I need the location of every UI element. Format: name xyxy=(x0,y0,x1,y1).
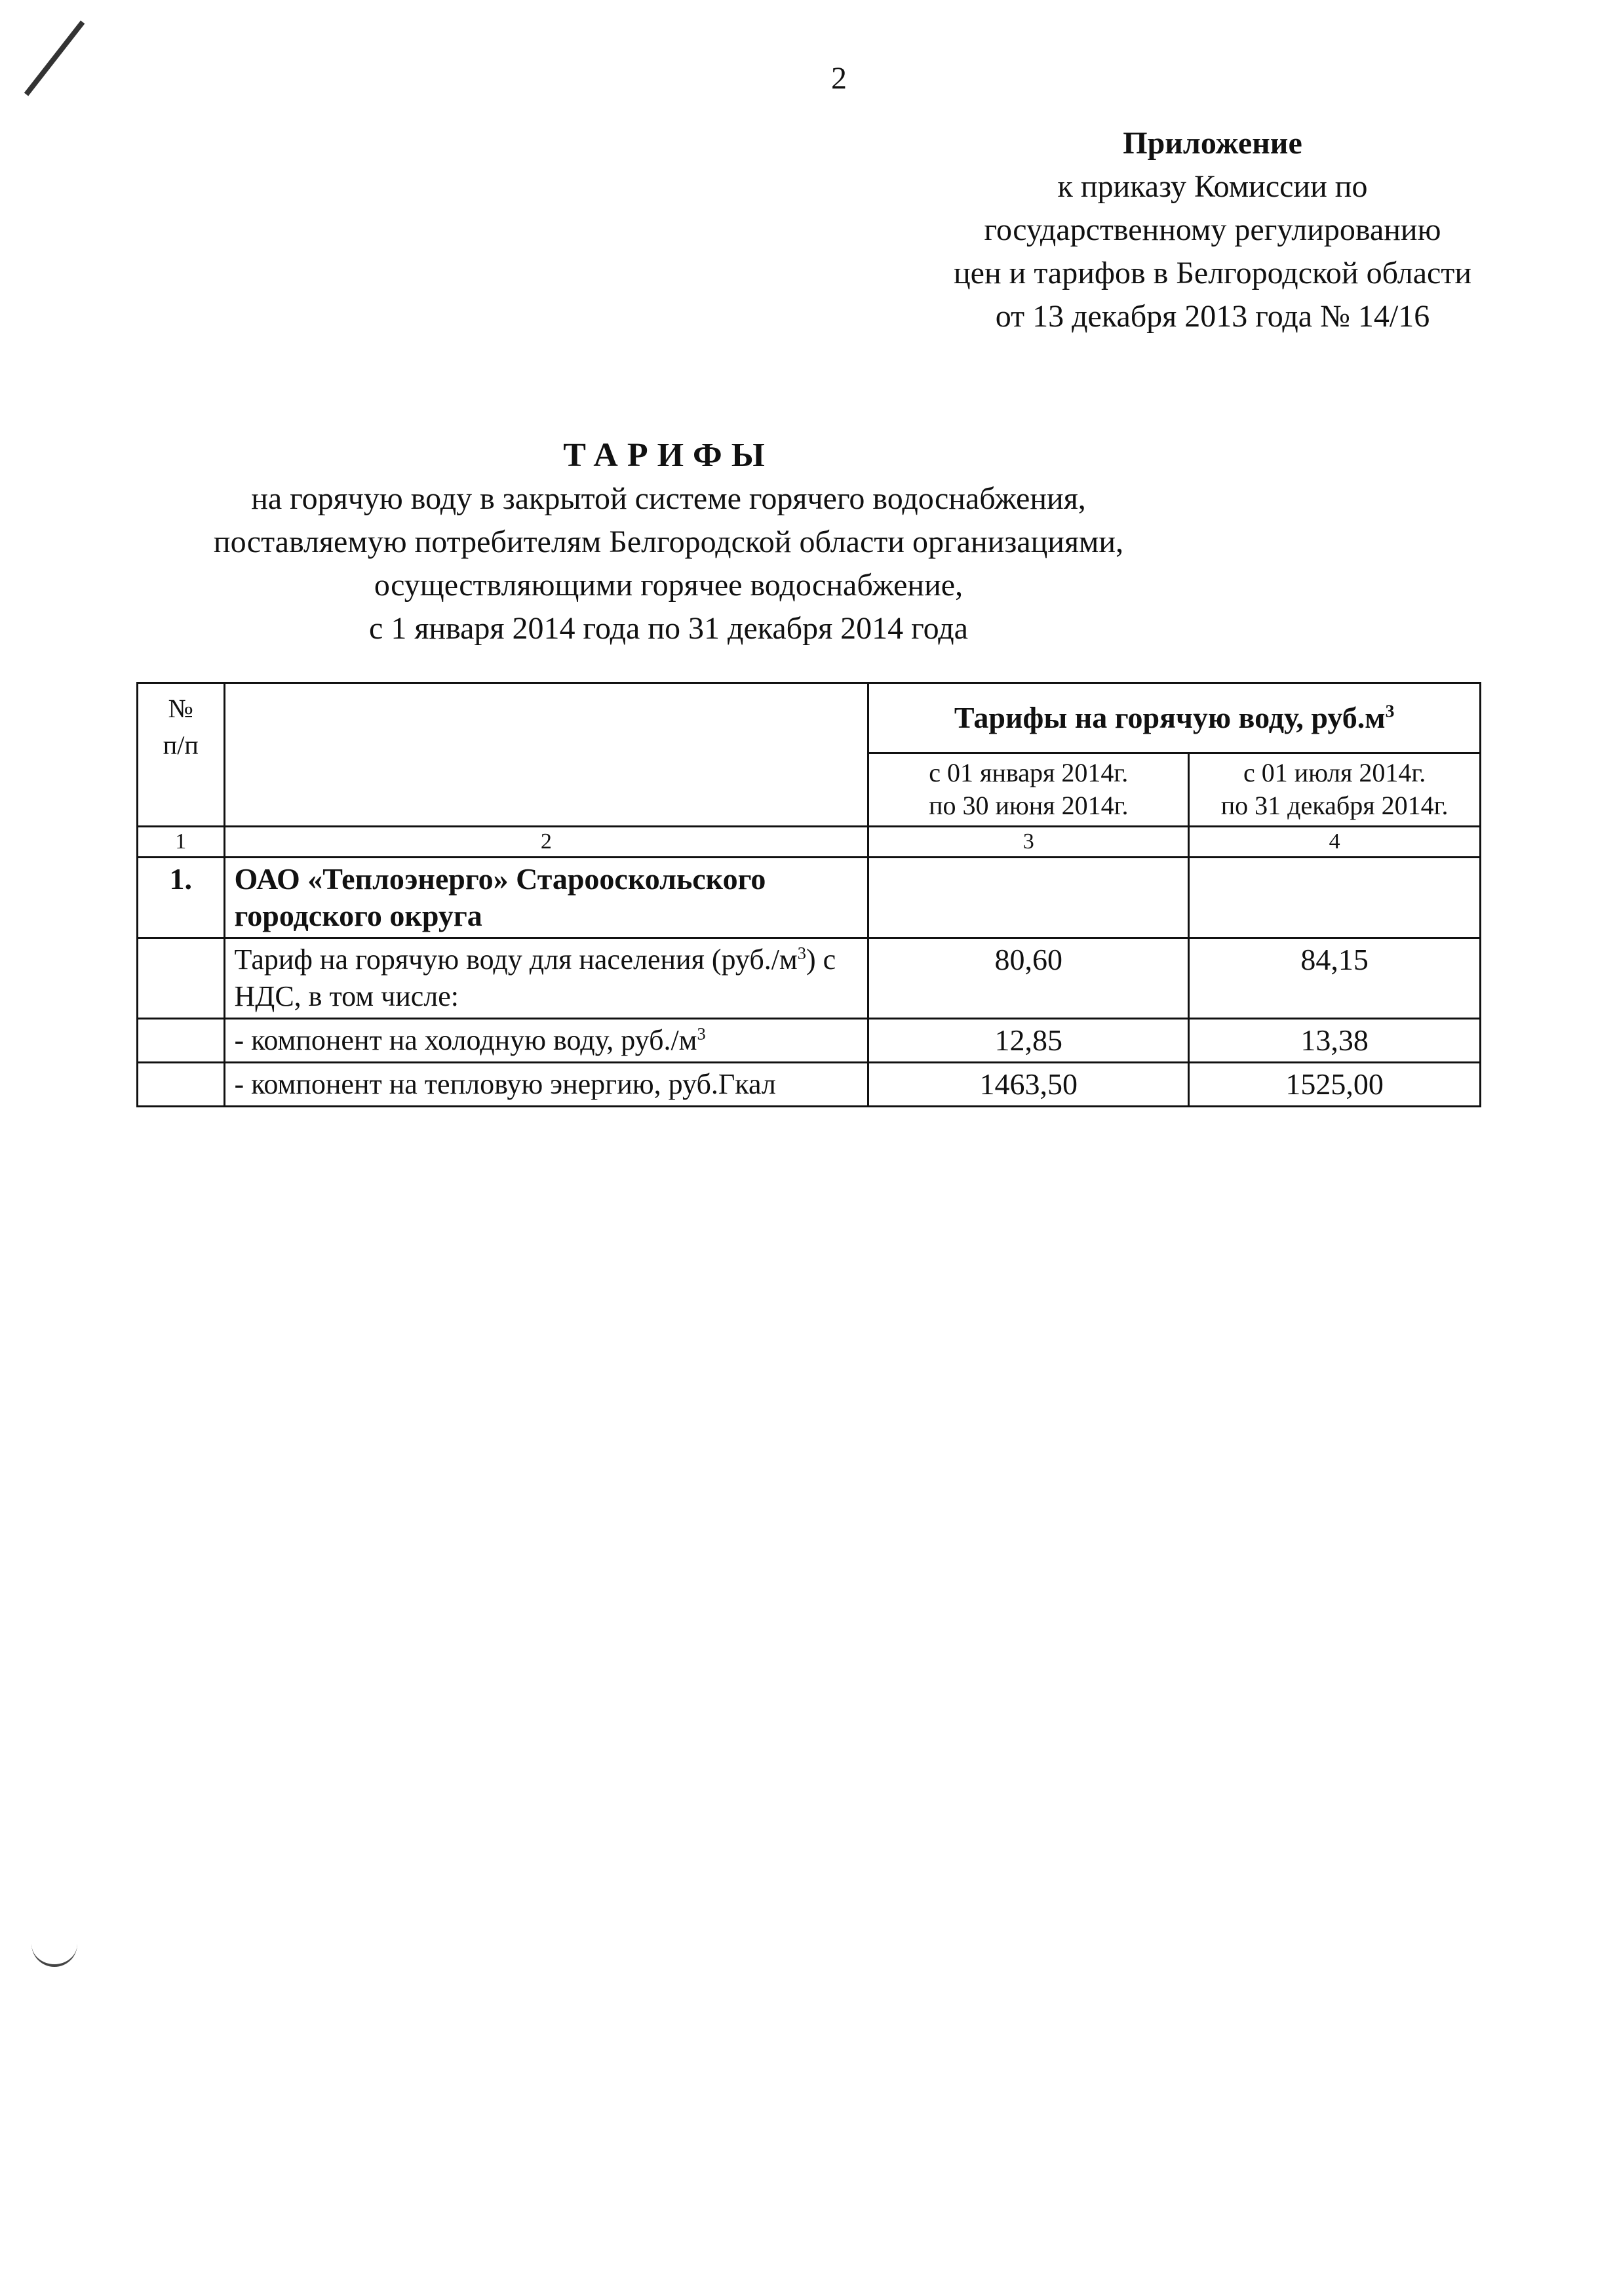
org-number: 1. xyxy=(138,858,225,938)
row-label-text: - компонент на тепловую энергию, руб.Гкал xyxy=(234,1068,776,1100)
row-label-sup: 3 xyxy=(797,943,806,963)
row-label xyxy=(224,1063,868,1107)
table-row xyxy=(138,1063,1481,1107)
heading-line: с 1 января 2014 года по 31 декабря 2014 года xyxy=(369,611,968,646)
header-tariffs-label: Тарифы на горячую воду, руб.м xyxy=(954,701,1386,735)
org-empty-cell xyxy=(868,858,1189,938)
header-period-1 xyxy=(868,753,1189,827)
header-tariffs-cell xyxy=(868,683,1481,753)
appendix-line: цен и тарифов в Белгородской области xyxy=(953,256,1472,290)
table-row xyxy=(138,938,1481,1019)
row-value-period-2: 1525,00 xyxy=(1189,1063,1481,1107)
document-heading xyxy=(197,434,1140,650)
row-label xyxy=(224,1019,868,1063)
period-1-end: по 30 июня 2014г. xyxy=(929,791,1129,821)
period-2-start: с 01 июля 2014г. xyxy=(1243,758,1426,788)
row-value-period-2: 84,15 xyxy=(1189,938,1481,1019)
heading-line: поставляемую потребителям Белгородской области организациями, xyxy=(213,525,1124,559)
organization-row xyxy=(138,858,1481,938)
appendix-line: к приказу Комиссии по xyxy=(1057,169,1368,204)
appendix-title: Приложение xyxy=(1123,126,1302,161)
column-number: 1 xyxy=(138,827,225,858)
header-num-label-2: п/п xyxy=(163,730,199,760)
org-empty-cell xyxy=(1189,858,1481,938)
header-tariffs-sup: 3 xyxy=(1385,700,1395,721)
appendix-line: государственному регулированию xyxy=(984,212,1441,247)
row-label xyxy=(224,938,868,1019)
period-1-start: с 01 января 2014г. xyxy=(929,758,1129,788)
scan-artifact-curve xyxy=(31,1941,77,1967)
row-value-period-1: 1463,50 xyxy=(868,1063,1189,1107)
table-header-row xyxy=(138,683,1481,753)
tariffs-table xyxy=(136,682,1481,1107)
row-value-period-1: 12,85 xyxy=(868,1019,1189,1063)
org-name: ОАО «Теплоэнерго» Старооскольского городского округа xyxy=(224,858,868,938)
column-number: 4 xyxy=(1189,827,1481,858)
column-number: 3 xyxy=(868,827,1189,858)
column-number: 2 xyxy=(224,827,868,858)
column-number-row xyxy=(138,827,1481,858)
row-value-period-1: 80,60 xyxy=(868,938,1189,1019)
appendix-block xyxy=(891,122,1534,338)
appendix-line: от 13 декабря 2013 года № 14/16 xyxy=(995,299,1430,334)
header-name-cell xyxy=(224,683,868,827)
header-period-2 xyxy=(1189,753,1481,827)
row-num-cell xyxy=(138,1019,225,1063)
row-num-cell xyxy=(138,938,225,1019)
row-label-text: Тариф на горячую воду для населения (руб./м xyxy=(234,943,798,976)
scan-artifact-stroke xyxy=(24,20,85,96)
heading-line: осуществляющими горячее водоснабжение, xyxy=(374,568,963,603)
row-value-period-2: 13,38 xyxy=(1189,1019,1481,1063)
row-label-sup: 3 xyxy=(697,1023,706,1044)
document-title: ТАРИФЫ xyxy=(563,437,774,474)
period-2-end: по 31 декабря 2014г. xyxy=(1220,791,1449,821)
row-num-cell xyxy=(138,1063,225,1107)
page-number: 2 xyxy=(831,61,847,96)
header-num-cell xyxy=(138,683,225,827)
heading-line: на горячую воду в закрытой системе горячего водоснабжения, xyxy=(251,481,1086,516)
row-label-tail: ) с НДС, в том числе: xyxy=(234,943,836,1012)
header-num-label: № xyxy=(168,694,193,723)
row-label-text: - компонент на холодную воду, руб./м xyxy=(234,1024,697,1056)
table-row xyxy=(138,1019,1481,1063)
